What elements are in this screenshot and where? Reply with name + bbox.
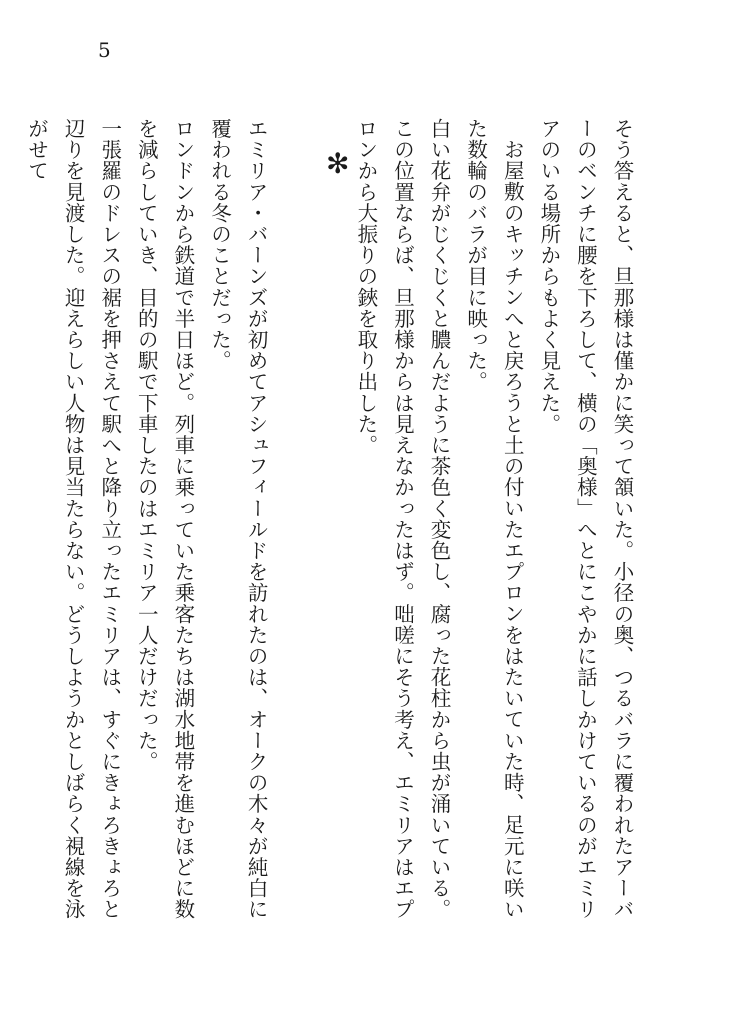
paragraph-5: エミリア・バーンズが初めてアシュフィールドを訪れたのは、オークの木々が純白に覆われる冬のことだった。: [207, 118, 269, 920]
paragraph-1: そう答えると、旦那様は僅かに笑って頷いた。小径の奥、つるバラに覆われたアーバーのベンチに腰を下ろして、横の「奥様」へとにこやかに話しかけているのがエミリアのいる場所からもよく見えた。: [536, 118, 634, 920]
paragraph-7: 一張羅のドレスの裾を押さえて駅へと降り立ったエミリアは、すぐにきょろきょろと辺りを見渡した。迎えらしい人物は見当たらない。どうしようかとしばらく視線を泳がせて: [24, 118, 122, 920]
paragraph-3: 白い花弁がじくじくと膿んだように茶色く変色し、腐った花柱から虫が涌いている。: [427, 118, 452, 920]
page-number: 5: [98, 38, 111, 62]
paragraph-4: この位置ならば、旦那様からは見えなかったはず。咄嗟にそう考え、エミリアはエプロンから大振りの鋏を取り出した。: [353, 118, 415, 920]
vertical-text-body: [18, 118, 640, 938]
section-break-gap: [311, 118, 348, 938]
paragraph-2: お屋敷のキッチンへと戻ろうと土の付いたエプロンをはたいていた時、足元に咲いた数輪のバラが目に映った。: [463, 118, 525, 920]
section-separator-asterisk: ✻: [326, 147, 350, 180]
paragraph-6: ロンドンから鉄道で半日ほど。列車に乗っていた乗客たちは湖水地帯を進むほどに数を減らしていき、目的の駅で下車したのはエミリア一人だけだった。: [134, 118, 195, 920]
section-break-gap: [274, 118, 311, 938]
